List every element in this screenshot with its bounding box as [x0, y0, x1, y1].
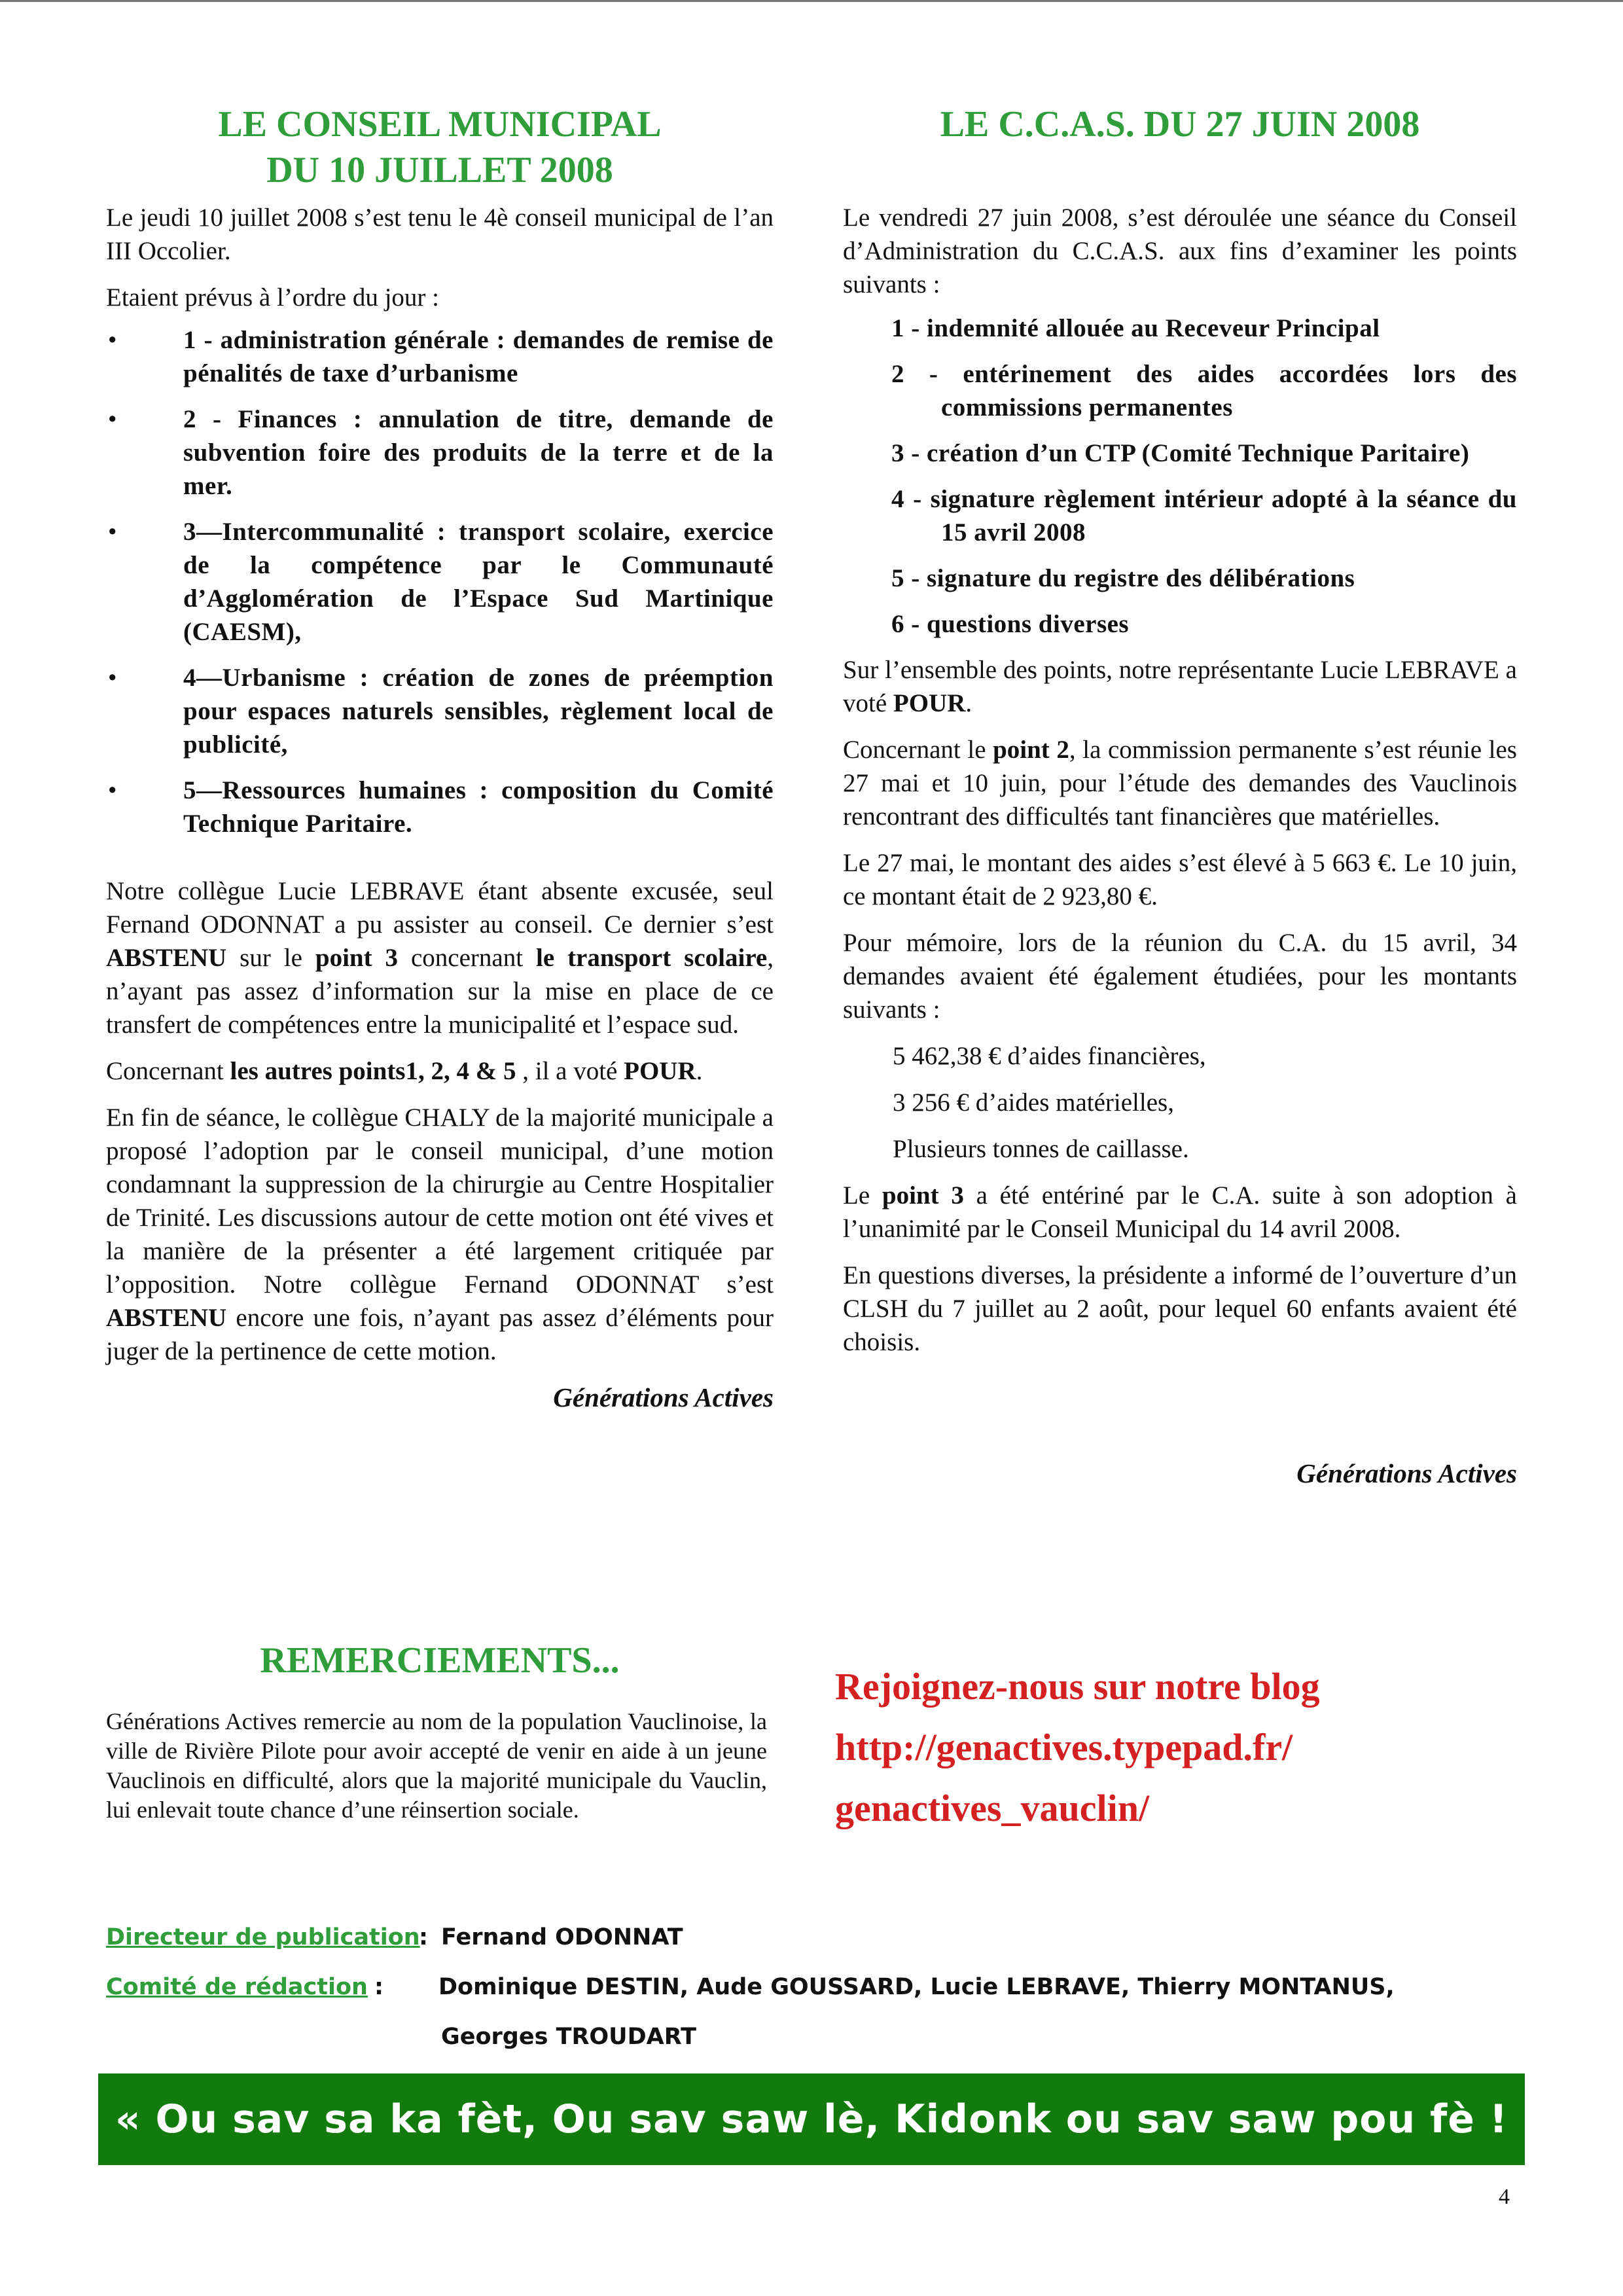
list-item: • 2 - Finances : annulation de titre, demande de subvention foire des produits de la terre et de la mer. — [106, 403, 774, 503]
conseil-municipal-article — [106, 101, 774, 1414]
paragraph-amounts: Le 27 mai, le montant des aides s’est élevé à 5 663 €. Le 10 juin, ce montant était de 2 923,80 €. — [843, 849, 1517, 910]
list-item: • 1 - administration générale : demandes de remise de pénalités de taxe d’urbanisme — [106, 323, 774, 390]
bullet-icon: • — [107, 326, 118, 354]
bullet-icon: • — [107, 405, 118, 433]
paragraph-vote: Sur l’ensemble des points, notre représentante Lucie LEBRAVE a voté POUR. — [843, 656, 1517, 717]
amount-line: Plusieurs tonnes de caillasse. — [893, 1135, 1189, 1163]
remerciements-title: REMERCIEMENTS... — [260, 1640, 620, 1681]
committee-separator: : — [374, 1974, 383, 2000]
article-title: LE C.C.A.S. DU 27 JUIN 2008 — [940, 104, 1420, 145]
committee-label: Comité de rédaction — [106, 1974, 368, 2000]
committee-names: Dominique DESTIN, Aude GOUSSARD, Lucie LEBRAVE, Thierry MONTANUS, — [438, 1974, 1395, 2000]
director-name: Fernand ODONNAT — [441, 1924, 683, 1950]
list-item: 6 - questions diverses — [891, 610, 1130, 638]
bullet-icon: • — [107, 518, 118, 546]
blog-heading: Rejoignez-nous sur notre blog — [835, 1665, 1320, 1708]
blog-url-line-2[interactable]: genactives_vauclin/ — [835, 1787, 1150, 1829]
paragraph-questions: En questions diverses, la présidente a informé de l’ouverture d’un CLSH du 7 juillet au 2 août, pour lequel 60 enfants avaient été choisis. — [843, 1261, 1517, 1356]
paragraph-point-2: Concernant le point 2, la commission permanente s’est réunie les 27 mai et 10 juin, pour l’étude des demandes des Vauclinois rencontrant des difficultés tant financières que matérielles. — [843, 736, 1517, 831]
list-item: 3 - création d’un CTP (Comité Technique Paritaire) — [891, 439, 1470, 467]
list-item: • 5—Ressources humaines : composition du Comité Technique Paritaire. — [106, 774, 774, 840]
list-item: • 3—Intercommunalité : transport scolaire, exercice de la compétence par le Communauté d’Agglomération de l’Espace Sud Martinique (CAESM), — [106, 515, 774, 649]
director-separator: : — [419, 1924, 428, 1950]
paragraph-memo: Pour mémoire, lors de la réunion du C.A. du 15 avril, 34 demandes avaient été également étudiées, pour les montants suivants : — [843, 929, 1517, 1024]
paragraph-vote: Concernant les autres points1, 2, 4 & 5 , il a voté POUR. — [106, 1057, 703, 1085]
top-rule — [0, 0, 1623, 2]
paragraph-motion: En fin de séance, le collègue CHALY de la majorité municipale a proposé l’adoption par le conseil municipal, d’une motion condamnant la suppression de la chirurgie au Centre Hospitalier de Trinité. Les discussions autour de cette motion ont été vives et la manière de la présenter a été largement critiquée par l’opposition. Notre collègue Fernand ODONNAT s’est ABSTENU encore une fois, n’ayant pas assez d’éléments pour juger de la pertinence de cette motion. — [106, 1103, 774, 1365]
paragraph-absence: Notre collègue Lucie LEBRAVE étant absente excusée, seul Fernand ODONNAT a pu assister au conseil. Ce dernier s’est ABSTENU sur le point 3 concernant le transport scolaire, n’ayant pas assez d’information sur la mise en place de ce transfert de compétences entre la municipalité et l’espace sud. — [106, 877, 774, 1039]
title-line-2: DU 10 JUILLET 2008 — [266, 150, 613, 190]
list-item: 5 - signature du registre des délibérations — [891, 564, 1355, 592]
amount-line: 5 462,38 € d’aides financières, — [893, 1042, 1206, 1070]
remerciements-text: Générations Actives remercie au nom de la population Vauclinoise, la ville de Rivière Pilote pour avoir accepté de venir en aide à un jeune Vauclinois en difficulté, alors que la majorité municipale du Vauclin, lui enlevait toute chance d’une réinsertion sociale. — [106, 1708, 767, 1823]
blog-url-line-1[interactable]: http://genactives.typepad.fr/ — [835, 1726, 1293, 1768]
article-title — [106, 101, 774, 193]
blog-callout — [835, 1656, 1555, 1839]
list-item: 2 - entérinement des aides accordées lors des commissions permanentes — [891, 360, 1517, 422]
list-item: • 4—Urbanisme : création de zones de préemption pour espaces naturels sensibles, règlement local de publicité, — [106, 661, 774, 761]
agenda-list — [106, 323, 774, 840]
agenda-intro: Etaient prévus à l’ordre du jour : — [106, 283, 439, 312]
intro-paragraph: Le jeudi 10 juillet 2008 s’est tenu le 4è conseil municipal de l’an III Occolier. — [106, 204, 774, 265]
points-list — [843, 312, 1517, 641]
list-item: 1 - indemnité allouée au Receveur Principal — [891, 314, 1380, 342]
motto-banner: « Ou sav sa ka fèt, Ou sav saw lè, Kidonk ou sav saw pou fè ! » — [98, 2073, 1525, 2165]
amount-line: 3 256 € d’aides matérielles, — [893, 1088, 1174, 1117]
intro-paragraph: Le vendredi 27 juin 2008, s’est déroulée une séance du Conseil d’Administration du C.C.A.S. aux fins d’examiner les points suivants : — [843, 204, 1517, 298]
committee-names: Georges TROUDART — [441, 2024, 696, 2050]
title-line-1: LE CONSEIL MUNICIPAL — [218, 104, 662, 145]
director-label: Directeur de publication — [106, 1924, 420, 1950]
page-number: 4 — [1499, 2185, 1510, 2209]
ccas-article — [843, 101, 1517, 1490]
list-item: 4 - signature règlement intérieur adopté à la séance du 15 avril 2008 — [891, 485, 1517, 547]
signature: Générations Actives — [1296, 1458, 1517, 1488]
bullet-icon: • — [107, 664, 118, 692]
paragraph-point-3: Le point 3 a été entériné par le C.A. suite à son adoption à l’unanimité par le Conseil Municipal du 14 avril 2008. — [843, 1181, 1517, 1243]
bullet-icon: • — [107, 776, 118, 804]
signature: Générations Actives — [553, 1382, 774, 1412]
